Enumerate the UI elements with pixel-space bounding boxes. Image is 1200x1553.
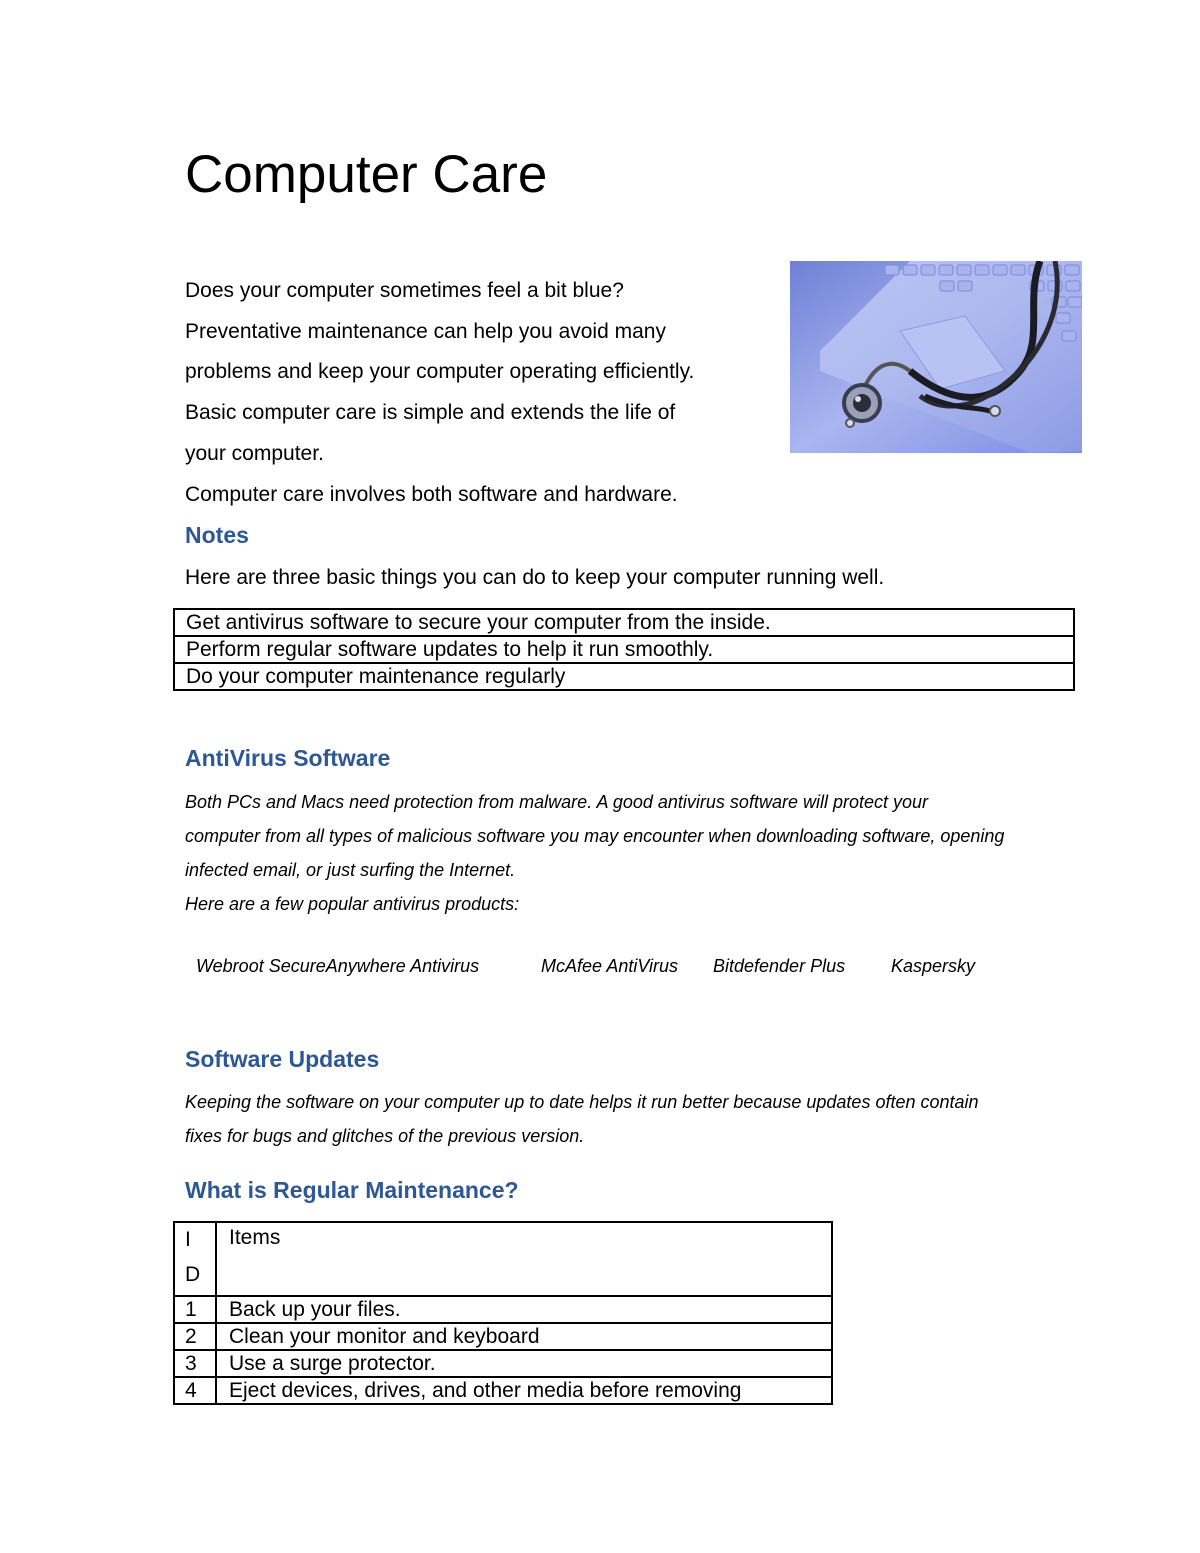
intro-line: Computer care involves both software and hardware. [185,482,678,506]
notes-intro: Here are three basic things you can do to keep your computer running well. [185,566,885,589]
table-cell: Get antivirus software to secure your computer from the inside. [174,609,1074,636]
notes-heading: Notes [185,522,249,548]
intro-line: your computer. [185,441,324,465]
software-updates-line: fixes for bugs and glitches of the previous version. [185,1126,585,1146]
intro-paragraph [185,271,785,515]
table-row [174,1377,832,1404]
row-id: 1 [174,1296,216,1323]
items-column-header: Items [216,1222,832,1296]
software-updates-heading: Software Updates [185,1046,380,1072]
table-row [174,1296,832,1323]
antivirus-line: Here are a few popular antivirus products: [185,894,520,914]
maintenance-table [173,1221,833,1405]
row-item: Clean your monitor and keyboard [216,1323,832,1350]
table-row [174,609,1074,636]
product-item: Kaspersky [891,956,976,976]
notes-table [173,608,1075,691]
row-id: 2 [174,1323,216,1350]
id-column-header [174,1222,216,1296]
software-updates-line: Keeping the software on your computer up to date helps it run better because updates often contain [185,1092,979,1112]
antivirus-line: computer from all types of malicious software you may encounter when downloading software, opening [185,826,1005,846]
stethoscope-laptop-photo [790,261,1082,453]
table-row [174,1323,832,1350]
product-item: Bitdefender Plus [713,956,846,976]
software-updates-paragraph [185,1085,1085,1153]
table-row [174,663,1074,690]
product-item: Webroot SecureAnywhere Antivirus [196,956,480,976]
table-cell: Perform regular software updates to help it run smoothly. [174,636,1074,663]
row-id: 3 [174,1350,216,1377]
intro-line: Basic computer care is simple and extends the life of [185,401,676,425]
maintenance-heading: What is Regular Maintenance? [185,1177,519,1203]
table-header-row [174,1222,832,1296]
row-item: Back up your files. [216,1296,832,1323]
row-id: 4 [174,1377,216,1404]
stethoscope-on-laptop-icon [790,261,1082,453]
id-header-bottom: D [185,1263,201,1286]
antivirus-heading: AntiVirus Software [185,745,391,771]
page-title: Computer Care [185,145,548,204]
id-header-top: I [185,1228,191,1251]
product-item: McAfee AntiVirus [541,956,679,976]
table-row [174,1350,832,1377]
intro-line: problems and keep your computer operating efficiently. [185,360,695,384]
row-item: Use a surge protector. [216,1350,832,1377]
table-cell: Do your computer maintenance regularly [174,663,1074,690]
row-item: Eject devices, drives, and other media before removing [216,1377,832,1404]
intro-line: Preventative maintenance can help you avoid many [185,319,666,343]
antivirus-line: Both PCs and Macs need protection from malware. A good antivirus software will protect your [185,792,929,812]
antivirus-line: infected email, or just surfing the Internet. [185,860,516,880]
antivirus-paragraph [185,785,1085,921]
table-row [174,636,1074,663]
intro-line: Does your computer sometimes feel a bit blue? [185,279,624,302]
